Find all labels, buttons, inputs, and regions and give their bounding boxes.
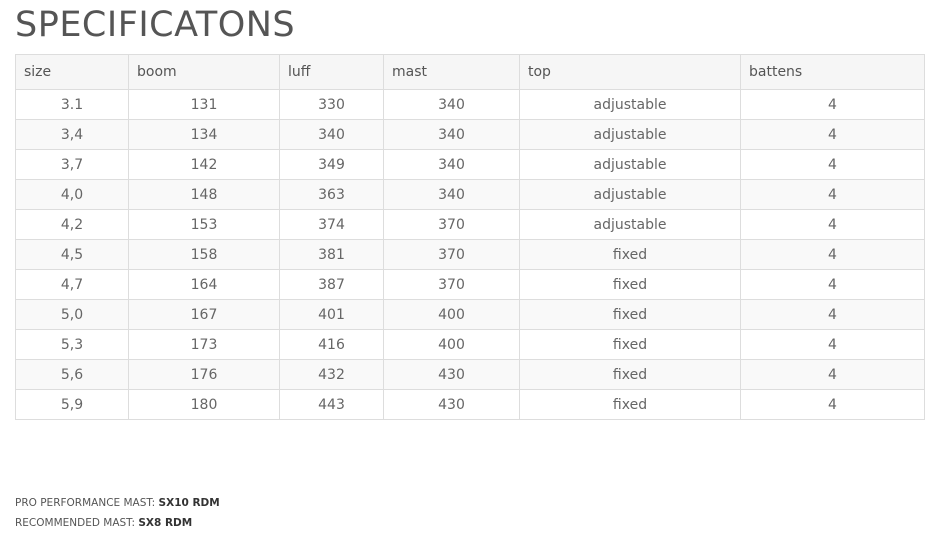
table-cell-boom: 134 xyxy=(129,120,280,150)
table-cell-mast: 340 xyxy=(384,150,520,180)
table-cell-boom: 164 xyxy=(129,270,280,300)
table-cell-mast: 340 xyxy=(384,180,520,210)
recommended-mast-note xyxy=(15,517,192,529)
table-cell-boom: 131 xyxy=(129,90,280,120)
table-cell-mast: 340 xyxy=(384,90,520,120)
table-row xyxy=(16,90,925,120)
pro-performance-mast-note xyxy=(15,497,220,509)
recommended-mast-value: SX8 RDM xyxy=(138,517,193,529)
table-cell-top: fixed xyxy=(520,390,741,420)
table-row xyxy=(16,360,925,390)
table-cell-mast: 400 xyxy=(384,300,520,330)
table-cell-top: fixed xyxy=(520,240,741,270)
column-header-mast: mast xyxy=(384,55,520,90)
table-row xyxy=(16,180,925,210)
table-cell-boom: 180 xyxy=(129,390,280,420)
table-row xyxy=(16,210,925,240)
table-row xyxy=(16,330,925,360)
table-cell-top: adjustable xyxy=(520,90,741,120)
table-row xyxy=(16,150,925,180)
table-cell-mast: 430 xyxy=(384,390,520,420)
table-cell-top: adjustable xyxy=(520,150,741,180)
table-cell-mast: 370 xyxy=(384,270,520,300)
table-cell-battens: 4 xyxy=(741,270,925,300)
column-header-boom: boom xyxy=(129,55,280,90)
table-cell-size: 5,9 xyxy=(16,390,129,420)
table-row xyxy=(16,240,925,270)
table-row xyxy=(16,300,925,330)
table-cell-luff: 374 xyxy=(280,210,384,240)
page-title: SPECIFICATONS xyxy=(15,5,296,45)
pro-performance-mast-label: PRO PERFORMANCE MAST: xyxy=(15,497,156,509)
column-header-top: top xyxy=(520,55,741,90)
table-cell-size: 5,3 xyxy=(16,330,129,360)
table-cell-luff: 363 xyxy=(280,180,384,210)
column-header-size: size xyxy=(16,55,129,90)
table-cell-boom: 173 xyxy=(129,330,280,360)
table-cell-top: adjustable xyxy=(520,180,741,210)
table-cell-mast: 370 xyxy=(384,240,520,270)
table-cell-top: fixed xyxy=(520,360,741,390)
table-header-row xyxy=(16,55,925,90)
table-cell-battens: 4 xyxy=(741,390,925,420)
table-cell-size: 3,7 xyxy=(16,150,129,180)
table-cell-mast: 370 xyxy=(384,210,520,240)
table-cell-top: fixed xyxy=(520,300,741,330)
table-cell-luff: 401 xyxy=(280,300,384,330)
table-cell-battens: 4 xyxy=(741,150,925,180)
table-cell-mast: 400 xyxy=(384,330,520,360)
table-cell-top: adjustable xyxy=(520,210,741,240)
table-cell-size: 3,4 xyxy=(16,120,129,150)
table-cell-battens: 4 xyxy=(741,90,925,120)
table-cell-battens: 4 xyxy=(741,210,925,240)
table-cell-size: 4,7 xyxy=(16,270,129,300)
table-cell-top: fixed xyxy=(520,330,741,360)
pro-performance-mast-value: SX10 RDM xyxy=(158,497,220,509)
table-cell-top: fixed xyxy=(520,270,741,300)
table-cell-size: 5,0 xyxy=(16,300,129,330)
table-cell-luff: 387 xyxy=(280,270,384,300)
table-cell-size: 4,2 xyxy=(16,210,129,240)
table-cell-luff: 340 xyxy=(280,120,384,150)
table-cell-luff: 416 xyxy=(280,330,384,360)
table-cell-mast: 340 xyxy=(384,120,520,150)
table-cell-luff: 330 xyxy=(280,90,384,120)
table-cell-battens: 4 xyxy=(741,330,925,360)
table-cell-boom: 167 xyxy=(129,300,280,330)
table-cell-battens: 4 xyxy=(741,120,925,150)
table-cell-battens: 4 xyxy=(741,360,925,390)
specifications-table xyxy=(15,54,925,420)
table-cell-boom: 148 xyxy=(129,180,280,210)
table-cell-luff: 432 xyxy=(280,360,384,390)
table-row xyxy=(16,120,925,150)
table-cell-luff: 381 xyxy=(280,240,384,270)
table-cell-boom: 158 xyxy=(129,240,280,270)
column-header-luff: luff xyxy=(280,55,384,90)
table-cell-top: adjustable xyxy=(520,120,741,150)
table-cell-battens: 4 xyxy=(741,300,925,330)
table-cell-battens: 4 xyxy=(741,180,925,210)
table-row xyxy=(16,390,925,420)
table-cell-boom: 176 xyxy=(129,360,280,390)
table-cell-luff: 349 xyxy=(280,150,384,180)
table-cell-luff: 443 xyxy=(280,390,384,420)
table-cell-boom: 153 xyxy=(129,210,280,240)
table-row xyxy=(16,270,925,300)
table-cell-size: 3.1 xyxy=(16,90,129,120)
table-cell-mast: 430 xyxy=(384,360,520,390)
recommended-mast-label: RECOMMENDED MAST: xyxy=(15,517,135,529)
table-cell-boom: 142 xyxy=(129,150,280,180)
table-cell-size: 4,0 xyxy=(16,180,129,210)
table-cell-size: 5,6 xyxy=(16,360,129,390)
column-header-battens: battens xyxy=(741,55,925,90)
table-cell-size: 4,5 xyxy=(16,240,129,270)
table-cell-battens: 4 xyxy=(741,240,925,270)
